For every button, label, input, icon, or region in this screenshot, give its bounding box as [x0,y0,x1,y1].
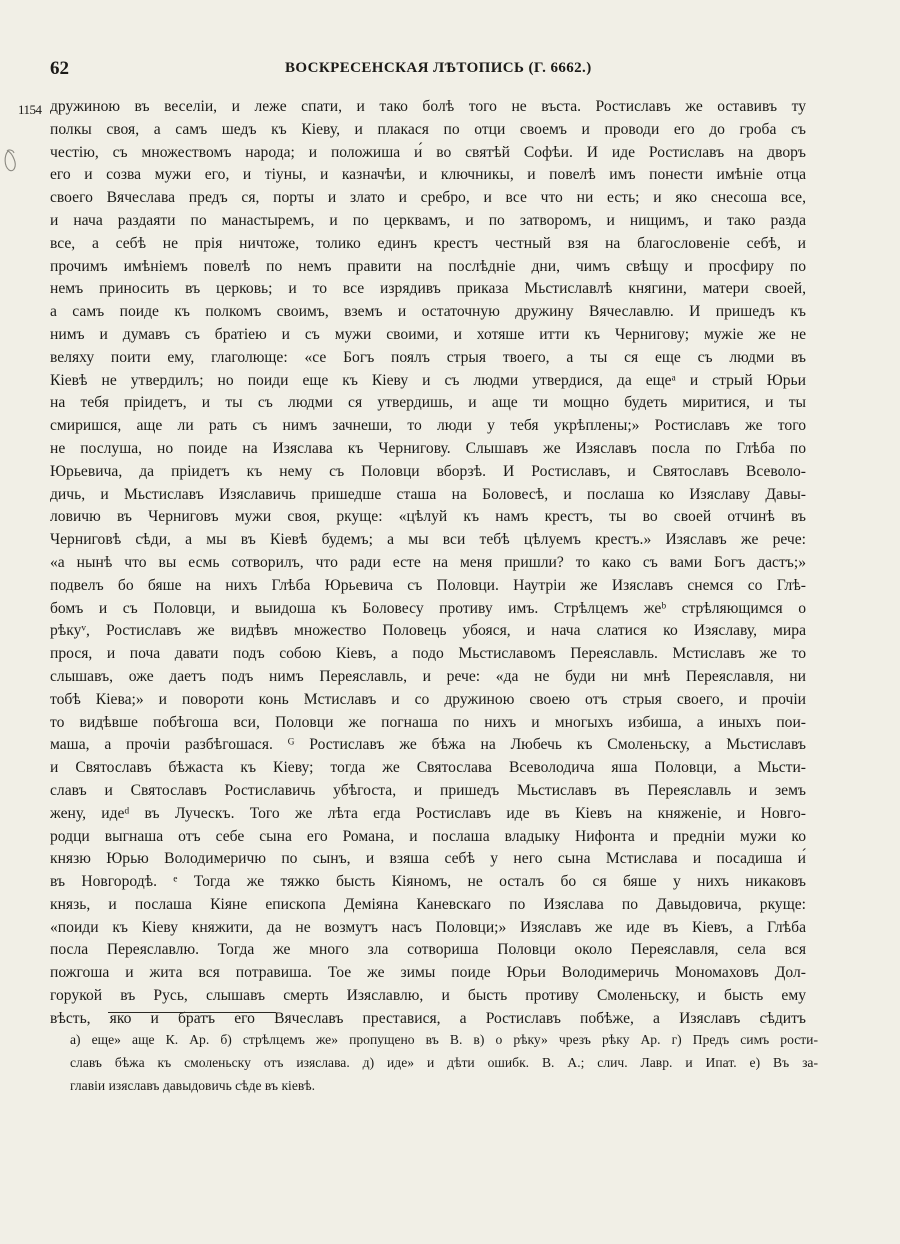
text-line: веляху поити ему, глаголюще: «се Богъ поялъ стрыя твоего, а ты ся еще съ людми въ [50,348,806,366]
text-line: князю Юрью Володимеричю по сынъ, и взяша себѣ у него сына Мстислава и посадиша и́ [50,850,806,868]
text-line: тобѣ Кіева;» и повороти конь Мстиславъ и со дружиною своею отъ стрыя своего, и прочіи [50,690,806,708]
text-line: прочимъ имѣніемъ повелѣ по немъ правити на послѣдніе дни, чимъ свѣщу и просфиру по [50,257,806,275]
text-line: его и созва мужи его, и тіуны, и казначѣи, и ключникы, и повелѣ имъ понести имѣніе отца [50,166,806,184]
text-line: не послуша, но поиде на Изяслава къ Чернигову. Слышавъ же Изяславъ посла по Глѣба по [50,439,806,457]
chronicle-text [50,96,806,1031]
margin-year: 1154 [18,102,42,117]
text-line: прося, и поча давати подъ собою Кіевъ, а подо Мьстиславомъ Переяславль. Мстиславъ же то [50,645,806,663]
text-line: посла Переяславлю. Тогда же много зла сотвориша Половци около Переяславля, села вся [50,941,806,959]
text-line: ловичю въ Черниговъ мужи своя, ркуще: «цѣлуй къ намъ крестъ, ты во своей отчинѣ въ [50,508,806,526]
text-line: жену, идеᵈ въ Луческъ. Того же лѣта егда Ростиславъ иде въ Кіевъ на княженіе, и Новго- [50,804,806,822]
text-line: маша, а прочіи разбѣгошася. ᴳ Ростиславъ же бѣжа на Любечь къ Смоленьску, а Мьстиславъ [50,736,806,754]
running-title: ВОСКРЕСЕНСКАЯ ЛѢТОПИСЬ (Г. 6662.) [285,60,592,76]
text-line: смиришся, аще ли рать съ нимъ зачнеши, то люди у тебя укрѣплены;» Ростиславъ же того [50,417,806,435]
text-line: и Святославъ бѣжаста къ Кіеву; тогда же Святослава Всеволодича яша Половци, а Мьсти- [50,759,806,777]
text-line: Черниговѣ сѣди, а мы въ Кіевѣ будемъ; а мы вси тебѣ цѣлуемъ крестъ.» Изяславъ же рече: [50,531,806,549]
text-line: все, а себѣ не прія ничтоже, толико единъ крестъ честный взя на благословеніе себѣ, и [50,234,806,252]
text-line: слышавъ, оже даетъ подъ нимъ Переяславль, и рече: «да не буди ни мнѣ Переяславля, ни [50,667,806,685]
text-line: бомъ и съ Половци, и выидоша къ Боловесу противу имъ. Стрѣлцемъ жеᵇ стрѣляющимся о [50,599,806,617]
text-line: родци выгнаша отъ себе сына его Романа, и послаша владыку Нифонта и предніи мужи ко [50,827,806,845]
text-line: на тебя пріидетъ, и ты съ людми ся утвердишь, и аще ти мощно будеть миритися, и ты [50,394,806,412]
text-line: а самъ поиде къ полкомъ своимъ, вземъ и остаточную дружину Вячеславлю. И пришедъ къ [50,303,806,321]
text-line: дичь, и Мьстиславъ Изяславичь пришедше сташа на Боловесѣ, и послаша ко Изяславу Давы- [50,485,806,503]
text-line: своего Вячеслава предъ ся, порты и злато и сребро, и все что ни есть; и яко снесоша все, [50,189,806,207]
text-line: честію, съ множествомъ народа; и положиша и́ во святѣй Софѣи. И иде Ростиславъ на дворъ [50,143,806,161]
pencil-annotation-mark [2,148,20,174]
text-line: славъ и Святославъ Ростиславичь убѣгоста, и пришедъ Мьстиславъ въ Переяславль и земъ [50,781,806,799]
text-line: нимъ и думавъ съ братіею и съ мужи своими, и хотяше итти къ Чернигову; мужіе же не [50,325,806,343]
page-header [50,58,810,82]
footnote-separator [108,1012,276,1013]
text-line: полкы своя, а самъ шедъ къ Кіеву, и плакася по отци своемъ и проводи его до гроба съ [50,120,806,138]
footnote-line: а) еще» аще К. Ар. б) стрѣлцемъ же» пропущено въ В. в) о рѣку» чрезъ рѣку Ар. г) Предъ симъ рости- [70,1032,818,1047]
text-line: горукой въ Русь, слышавъ смерть Изяславлю, и бысть противу Смоленьску, и бысть ему [50,987,806,1005]
text-line: «а нынѣ что вы есмь сотворилъ, что ради есте на меня пришли? то како съ вами Богъ дастъ;» [50,553,806,571]
text-line: князь, и послаша Кіяне епископа Деміяна Каневскаго по Изяслава по Давыдовича, ркуще: [50,895,806,913]
text-line: пожгоша и жита вся потравиша. Тое же зимы поиде Юрьи Володимеричь Мономаховъ Дол- [50,964,806,982]
text-line: и нача раздаяти по манастыремъ, и по церквамъ, и по затворомъ, и нищимъ, и тако разда [50,211,806,229]
footnote-line: славъ бѣжа къ смоленьску отъ изяслава. д) иде» и дѣти ошибк. В. А.; слич. Лавр. и Ипат. е) Въ за- [70,1055,818,1070]
text-line: Кіевѣ не утвердилъ; но поиди еще къ Кіеву и съ людми утвердися, да ещеᵃ и стрый Юрьи [50,371,806,389]
text-line: «поиди къ Кіеву княжити, да не возмутъ насъ Половци;» Изяславъ же иде въ Кіевъ, а Глѣба [50,918,806,936]
footnote-line: главіи изяславъ давыдовичь сѣде въ кіевѣ. [70,1078,316,1093]
text-line: немъ приносить въ церковь; и то все изрядивъ приказа Мьстиславлѣ княгини, матери своей, [50,280,806,298]
footnotes [70,1028,818,1097]
text-line: рѣкуᵛ, Ростиславъ же видѣвъ множество Половець убояся, и нача слатися ко Изяславу, мира [50,622,806,640]
text-line: дружиною въ веселіи, и леже спати, и тако болѣ того не въста. Ростиславъ же оставивъ ту [50,98,806,115]
page-number: 62 [50,58,69,79]
text-line: Юрьевича, да пріидетъ къ нему съ Половци вборзѣ. И Ростиславъ, и Святославъ Всеволо- [50,462,806,480]
text-line: въ Новгородѣ. ᵉ Тогда же тяжко бысть Кіяномъ, не осталъ бо ся бяше у нихъ никаковъ [50,873,806,891]
text-line: то видѣвше побѣгоша вси, Половци же погнаша по нихъ и многыхъ избиша, а иныхъ пои- [50,713,806,731]
text-line: вѣсть, яко и братъ его Вячеславъ преставися, а Ростиславъ побѣже, а Изяславъ сѣдитъ [50,1009,806,1027]
text-line: подвелъ бо бяше на нихъ Глѣба Юрьевича съ Половци. Наутріи же Изяславъ снемся со Глѣ- [50,576,806,594]
